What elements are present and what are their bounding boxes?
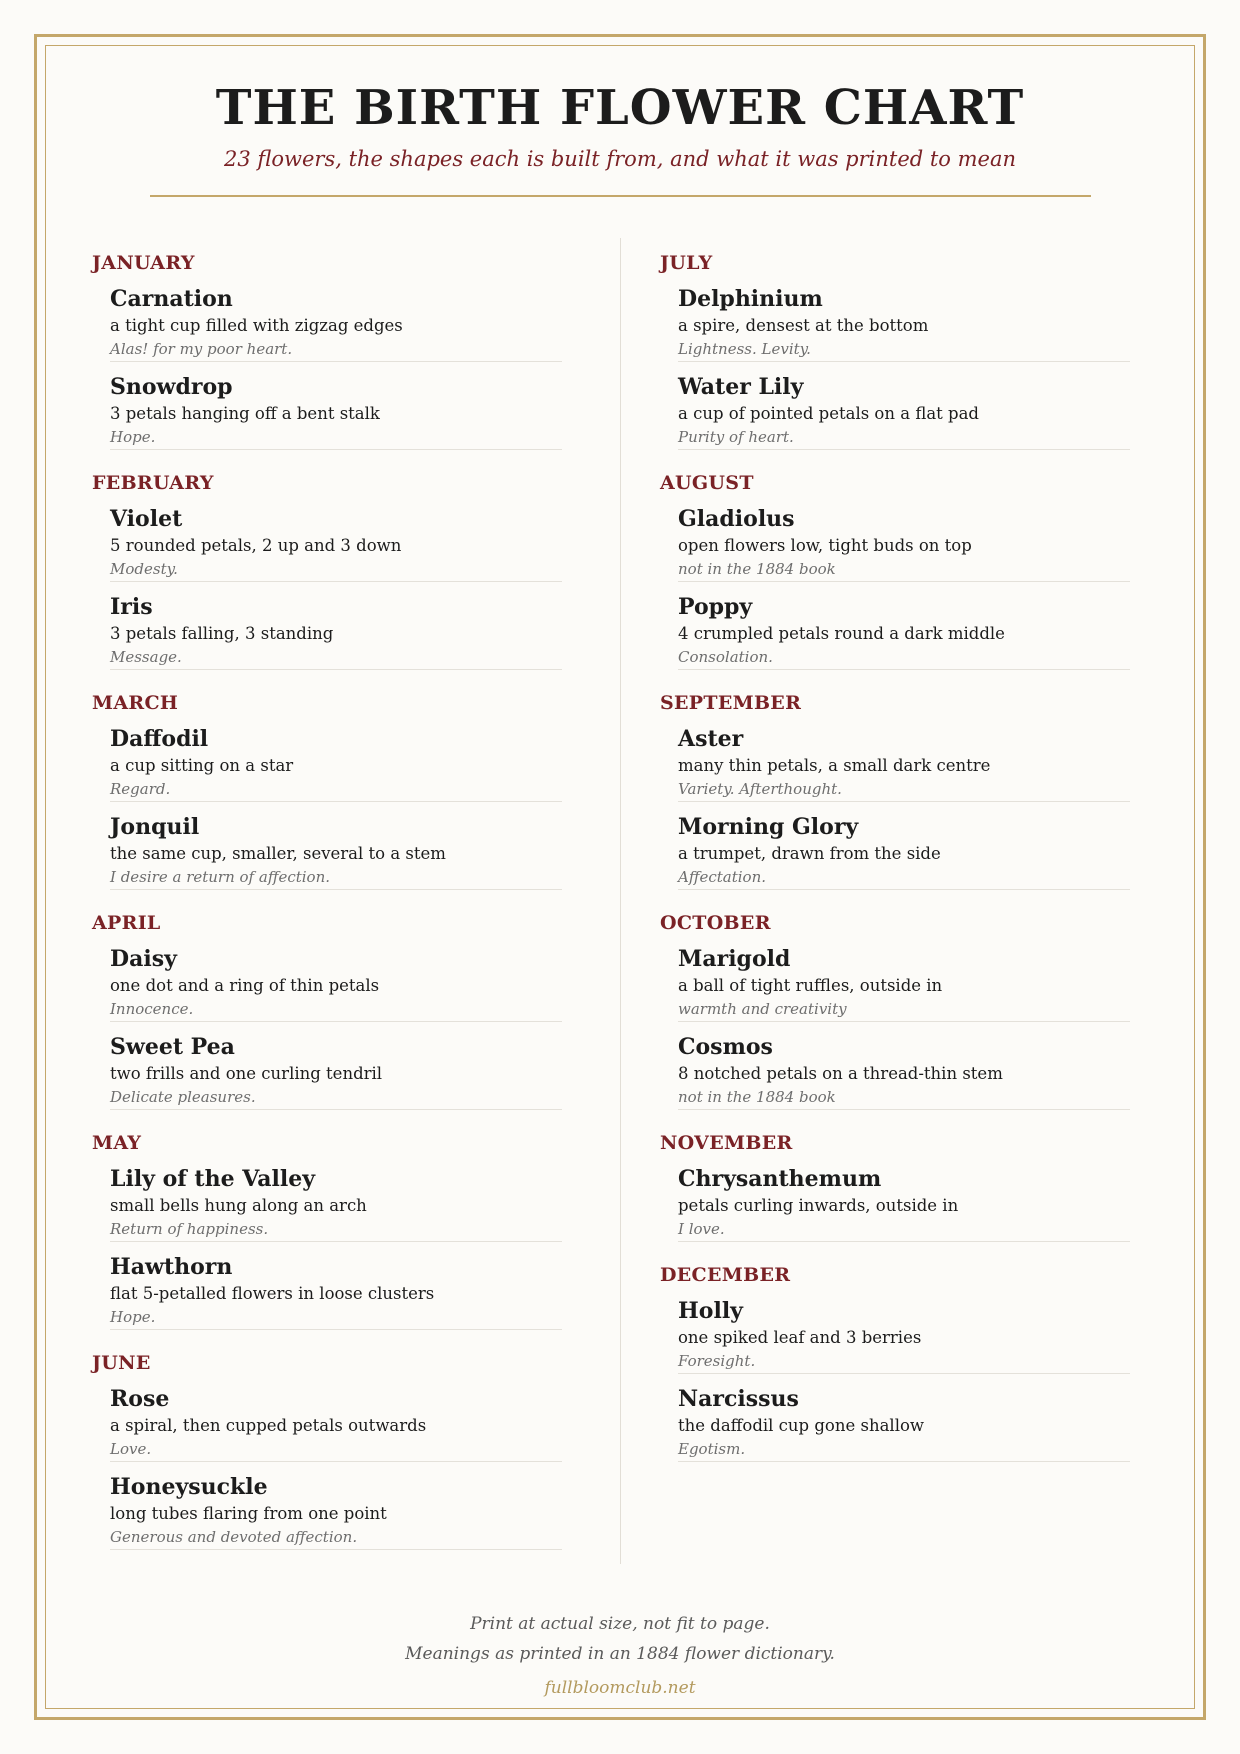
- flower-shape: 3 petals falling, 3 standing: [110, 624, 334, 643]
- month-spacer: [660, 900, 1130, 910]
- flower-entry: [110, 944, 562, 1022]
- month-heading: DECEMBER: [660, 1264, 791, 1286]
- month-spacer: [92, 1560, 562, 1570]
- flower-shape: 8 notched petals on a thread-thin stem: [678, 1064, 1003, 1083]
- flower-name: Daisy: [110, 946, 177, 972]
- footer-print-note: Print at actual size, not fit to page.: [470, 1614, 770, 1634]
- flower-entry: [110, 504, 562, 582]
- flower-shape: a cup sitting on a star: [110, 756, 294, 775]
- flower-entry: [110, 812, 562, 890]
- flower-meaning: Message.: [110, 648, 182, 666]
- flower-shape: many thin petals, a small dark centre: [678, 756, 991, 775]
- flower-name: Violet: [110, 506, 183, 532]
- month-section: [92, 690, 562, 890]
- month-heading: JANUARY: [92, 252, 195, 274]
- flower-shape: the same cup, smaller, several to a stem: [110, 844, 446, 863]
- month-spacer: [92, 460, 562, 470]
- flower-shape: one dot and a ring of thin petals: [110, 976, 380, 995]
- flower-meaning: Alas! for my poor heart.: [110, 340, 293, 358]
- month-spacer: [92, 680, 562, 690]
- month-section: [660, 690, 1130, 890]
- flower-name: Aster: [678, 726, 744, 752]
- flower-meaning: Purity of heart.: [678, 428, 794, 446]
- flower-entry: [110, 1472, 562, 1550]
- month-heading: JUNE: [92, 1352, 151, 1374]
- month-spacer: [92, 1340, 562, 1350]
- month-heading: OCTOBER: [660, 912, 771, 934]
- flower-shape: small bells hung along an arch: [110, 1196, 367, 1215]
- month-heading: JULY: [660, 252, 713, 274]
- flower-entry: [678, 812, 1130, 890]
- flower-entry: [678, 1164, 1130, 1242]
- flower-entry: [678, 944, 1130, 1022]
- flower-name: Cosmos: [678, 1034, 773, 1060]
- month-section: [92, 1350, 562, 1550]
- month-spacer: [660, 1472, 1130, 1482]
- month-section: [92, 910, 562, 1110]
- flower-shape: two frills and one curling tendril: [110, 1064, 383, 1083]
- flower-entry: [110, 1032, 562, 1110]
- flower-entry: [678, 504, 1130, 582]
- flower-name: Iris: [110, 594, 153, 620]
- flower-meaning: Love.: [110, 1440, 152, 1458]
- flower-name: Rose: [110, 1386, 170, 1412]
- flower-entry: [110, 1252, 562, 1330]
- flower-name: Lily of the Valley: [110, 1166, 316, 1192]
- flower-name: Honeysuckle: [110, 1474, 268, 1500]
- flower-entry: [678, 724, 1130, 802]
- page-subtitle: 23 flowers, the shapes each is built from, and what it was printed to mean: [223, 147, 1017, 171]
- month-spacer: [660, 1120, 1130, 1130]
- flower-meaning: Lightness. Levity.: [678, 340, 811, 358]
- flower-shape: 4 crumpled petals round a dark middle: [678, 624, 1005, 643]
- flower-shape: 5 rounded petals, 2 up and 3 down: [110, 536, 402, 555]
- month-heading: MAY: [92, 1132, 142, 1154]
- flower-shape: flat 5-petalled flowers in loose clusters: [110, 1284, 435, 1303]
- month-section: [92, 1130, 562, 1330]
- flower-name: Sweet Pea: [110, 1034, 235, 1060]
- title-rule: [150, 195, 1091, 197]
- flower-entry: [678, 1296, 1130, 1374]
- flower-entry: [110, 1384, 562, 1462]
- flower-meaning: I desire a return of affection.: [110, 868, 331, 886]
- flower-entry: [110, 1164, 562, 1242]
- flower-shape: long tubes flaring from one point: [110, 1504, 387, 1523]
- flower-entry: [678, 284, 1130, 362]
- flower-entry: [110, 284, 562, 362]
- month-heading: AUGUST: [660, 472, 754, 494]
- flower-meaning: I love.: [678, 1220, 725, 1238]
- flower-entry: [678, 1032, 1130, 1110]
- flower-shape: a ball of tight ruffles, outside in: [678, 976, 943, 995]
- flower-meaning: Return of happiness.: [110, 1220, 269, 1238]
- month-spacer: [92, 1120, 562, 1130]
- flower-meaning: Delicate pleasures.: [110, 1088, 256, 1106]
- flower-shape: a spire, densest at the bottom: [678, 316, 929, 335]
- month-section: [92, 470, 562, 670]
- flower-meaning: Egotism.: [678, 1440, 746, 1458]
- flower-shape: open flowers low, tight buds on top: [678, 536, 972, 555]
- flower-entry: [678, 1384, 1130, 1462]
- flower-shape: a trumpet, drawn from the side: [678, 844, 941, 863]
- flower-meaning: Hope.: [110, 1308, 156, 1326]
- month-heading: NOVEMBER: [660, 1132, 793, 1154]
- flower-name: Carnation: [110, 286, 233, 312]
- flower-meaning: not in the 1884 book: [678, 1088, 836, 1106]
- month-section: [660, 1130, 1130, 1242]
- flower-shape: the daffodil cup gone shallow: [678, 1416, 925, 1435]
- footer-site-link[interactable]: fullbloomclub.net: [544, 1678, 696, 1698]
- flower-name: Chrysanthemum: [678, 1166, 882, 1192]
- flower-name: Snowdrop: [110, 374, 233, 400]
- flower-shape: one spiked leaf and 3 berries: [678, 1328, 922, 1347]
- month-section: [660, 470, 1130, 670]
- flower-meaning: not in the 1884 book: [678, 560, 836, 578]
- month-section: [660, 250, 1130, 450]
- flower-meaning: Generous and devoted affection.: [110, 1528, 358, 1546]
- month-spacer: [660, 460, 1130, 470]
- flower-name: Delphinium: [678, 286, 823, 312]
- page-title: THE BIRTH FLOWER CHART: [215, 80, 1025, 136]
- month-heading: FEBRUARY: [92, 472, 214, 494]
- footer-source-note: Meanings as printed in an 1884 flower dictionary.: [405, 1644, 835, 1664]
- flower-meaning: Foresight.: [678, 1352, 756, 1370]
- flower-shape: a cup of pointed petals on a flat pad: [678, 404, 979, 423]
- flower-name: Narcissus: [678, 1386, 799, 1412]
- flower-shape: a tight cup filled with zigzag edges: [110, 316, 403, 335]
- flower-name: Gladiolus: [678, 506, 795, 532]
- flower-entry: [110, 372, 562, 450]
- flower-name: Holly: [678, 1298, 743, 1324]
- flower-name: Hawthorn: [110, 1254, 233, 1280]
- flower-meaning: Innocence.: [110, 1000, 194, 1018]
- flower-name: Water Lily: [678, 374, 804, 400]
- month-spacer: [660, 680, 1130, 690]
- flower-shape: 3 petals hanging off a bent stalk: [110, 404, 380, 423]
- flower-name: Marigold: [678, 946, 791, 972]
- right-column: [660, 250, 1130, 1482]
- flower-shape: petals curling inwards, outside in: [678, 1196, 959, 1215]
- month-section: [660, 1262, 1130, 1462]
- flower-name: Poppy: [678, 594, 753, 620]
- month-section: [660, 910, 1130, 1110]
- flower-name: Jonquil: [110, 814, 200, 840]
- flower-entry: [110, 592, 562, 670]
- flower-name: Daffodil: [110, 726, 209, 752]
- flower-meaning: Regard.: [110, 780, 171, 798]
- flower-shape: a spiral, then cupped petals outwards: [110, 1416, 427, 1435]
- flower-meaning: warmth and creativity: [678, 1000, 847, 1018]
- left-column: [92, 250, 562, 1570]
- column-divider: [620, 238, 621, 1564]
- month-spacer: [660, 1252, 1130, 1262]
- flower-name: Morning Glory: [678, 814, 859, 840]
- month-section: [92, 250, 562, 450]
- flower-meaning: Hope.: [110, 428, 156, 446]
- flower-entry: [678, 372, 1130, 450]
- month-heading: MARCH: [92, 692, 179, 714]
- month-heading: SEPTEMBER: [660, 692, 802, 714]
- flower-meaning: Consolation.: [678, 648, 773, 666]
- flower-meaning: Variety. Afterthought.: [678, 780, 842, 798]
- month-heading: APRIL: [92, 912, 161, 934]
- flower-meaning: Modesty.: [110, 560, 178, 578]
- flower-entry: [110, 724, 562, 802]
- flower-meaning: Affectation.: [678, 868, 766, 886]
- flower-entry: [678, 592, 1130, 670]
- month-spacer: [92, 900, 562, 910]
